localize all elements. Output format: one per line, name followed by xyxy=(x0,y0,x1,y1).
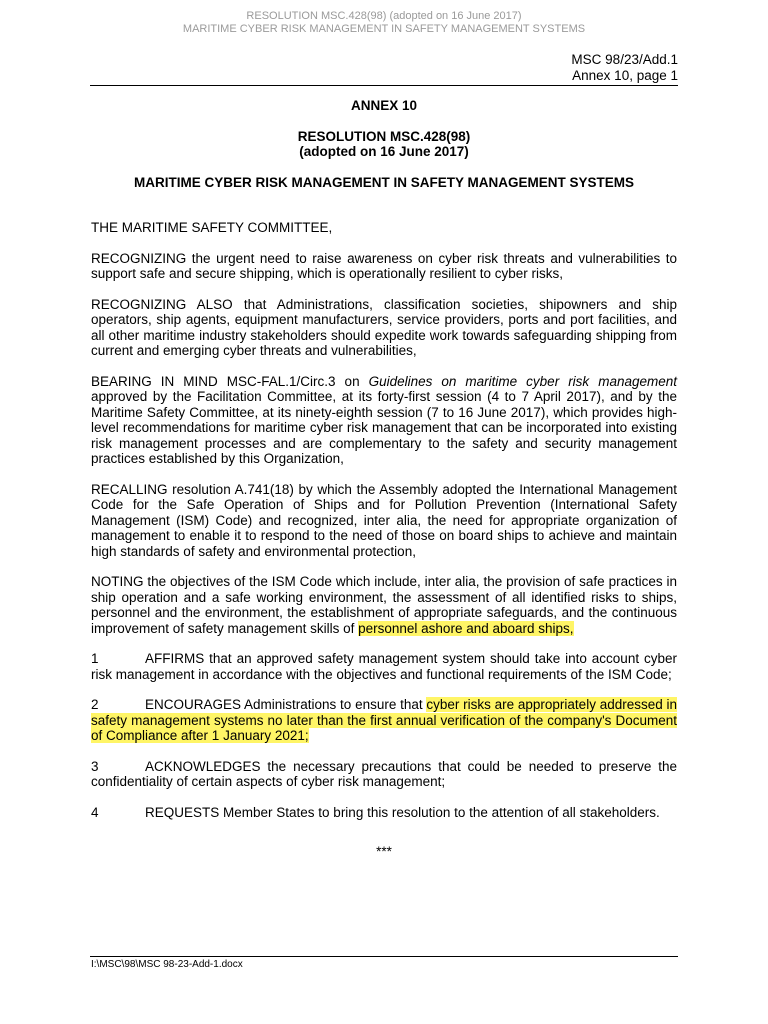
doc-ref-page: Annex 10, page 1 xyxy=(572,68,678,83)
bearing-lead: BEARING IN MIND MSC-FAL.1/Circ.3 on xyxy=(91,373,369,389)
paragraph-text: ENCOURAGES Administrations to ensure that xyxy=(145,697,427,712)
preamble-recognizing-also: RECOGNIZING ALSO that Administrations, classification societies, shipowners and ship operators, ship agents, equipment manufacturers, service providers, ports and port facilities, and all other maritime industry stakeholders should expedite work towards safeguarding shipping from current and emerging cyber threats and vulnerabilities, xyxy=(91,296,677,358)
preamble-recalling: RECALLING resolution A.741(18) by which the Assembly adopted the International Management Code for the Safe Operation of Ships and for Pollution Prevention (International Safety Management (ISM) Code) and recognized, inter alia, the need for appropriate organization of management to enable it to respond to the need of those on board ships to achieve and maintain high standards of safety and environmental protection, xyxy=(91,481,677,559)
end-separator: *** xyxy=(376,844,392,859)
footer-rule xyxy=(90,956,678,957)
document-reference xyxy=(571,52,678,84)
highlighted-text: cyber risks are appropriately addressed in safety management systems no later than the first annual verification of the company's Document of Compliance after 1 January 2021; xyxy=(91,697,677,743)
paragraph-number: 3 xyxy=(91,758,99,774)
paragraph-number: 4 xyxy=(91,804,99,820)
paragraph-number: 1 xyxy=(91,651,99,666)
doc-ref-symbol: MSC 98/23/Add.1 xyxy=(571,52,678,67)
paragraph-text: REQUESTS Member States to bring this resolution to the attention of all stakeholders. xyxy=(145,804,660,820)
operative-paragraph-3 xyxy=(91,759,677,790)
operative-paragraph-4 xyxy=(91,805,677,821)
paragraph-text: AFFIRMS that an approved safety management system should take into account cyber risk management in accordance with the objectives and functional requirements of the ISM Code; xyxy=(91,651,677,682)
guidelines-title: Guidelines on maritime cyber risk management xyxy=(368,373,677,389)
noting-text: NOTING the objectives of the ISM Code which include, inter alia, the provision of safe practices in ship operation and a safe working environment, the assessment of all identified risks to ships, personnel and the environment, the establishment of appropriate safeguards, and the continuous improvement of safety management skills of xyxy=(91,574,677,636)
preamble-recognizing: RECOGNIZING the urgent need to raise awareness on cyber risk threats and vulnerabilities to support safe and secure shipping, which is operationally resilient to cyber risks, xyxy=(91,250,677,281)
adoption-date: (adopted on 16 June 2017) xyxy=(299,144,469,159)
annex-heading: ANNEX 10 xyxy=(350,98,418,113)
document-body xyxy=(91,98,677,860)
operative-paragraph-1 xyxy=(91,651,677,682)
running-header-line-1: RESOLUTION MSC.428(98) (adopted on 16 June 2017) xyxy=(246,10,522,22)
header-rule xyxy=(90,85,678,86)
committee-line: THE MARITIME SAFETY COMMITTEE, xyxy=(91,220,333,235)
resolution-title: MARITIME CYBER RISK MANAGEMENT IN SAFETY MANAGEMENT SYSTEMS xyxy=(133,174,635,190)
footer-file-path: I:\MSC\98\MSC 98-23-Add-1.docx xyxy=(91,959,243,970)
operative-paragraph-2 xyxy=(91,697,677,744)
preamble-bearing-in-mind xyxy=(91,374,677,467)
resolution-number: RESOLUTION MSC.428(98) xyxy=(297,128,471,144)
paragraph-text: ACKNOWLEDGES the necessary precautions that could be needed to preserve the confidentiality of certain aspects of cyber risk management; xyxy=(91,758,677,789)
running-header-line-2: MARITIME CYBER RISK MANAGEMENT IN SAFETY MANAGEMENT SYSTEMS xyxy=(182,23,586,35)
preamble-noting xyxy=(91,574,677,636)
highlighted-text: personnel ashore and aboard ships, xyxy=(358,620,574,636)
paragraph-number: 2 xyxy=(91,697,99,712)
bearing-rest: approved by the Facilitation Committee, at its forty-first session (4 to 7 April 2017), and by the Maritime Safety Committee, at its ninety-eighth session (7 to 16 June 2017), which provides high-level recommendations for maritime cyber risk management that can be incorporated into existing risk management processes and are complementary to the safety and security management practices established by this Organization, xyxy=(91,389,677,466)
